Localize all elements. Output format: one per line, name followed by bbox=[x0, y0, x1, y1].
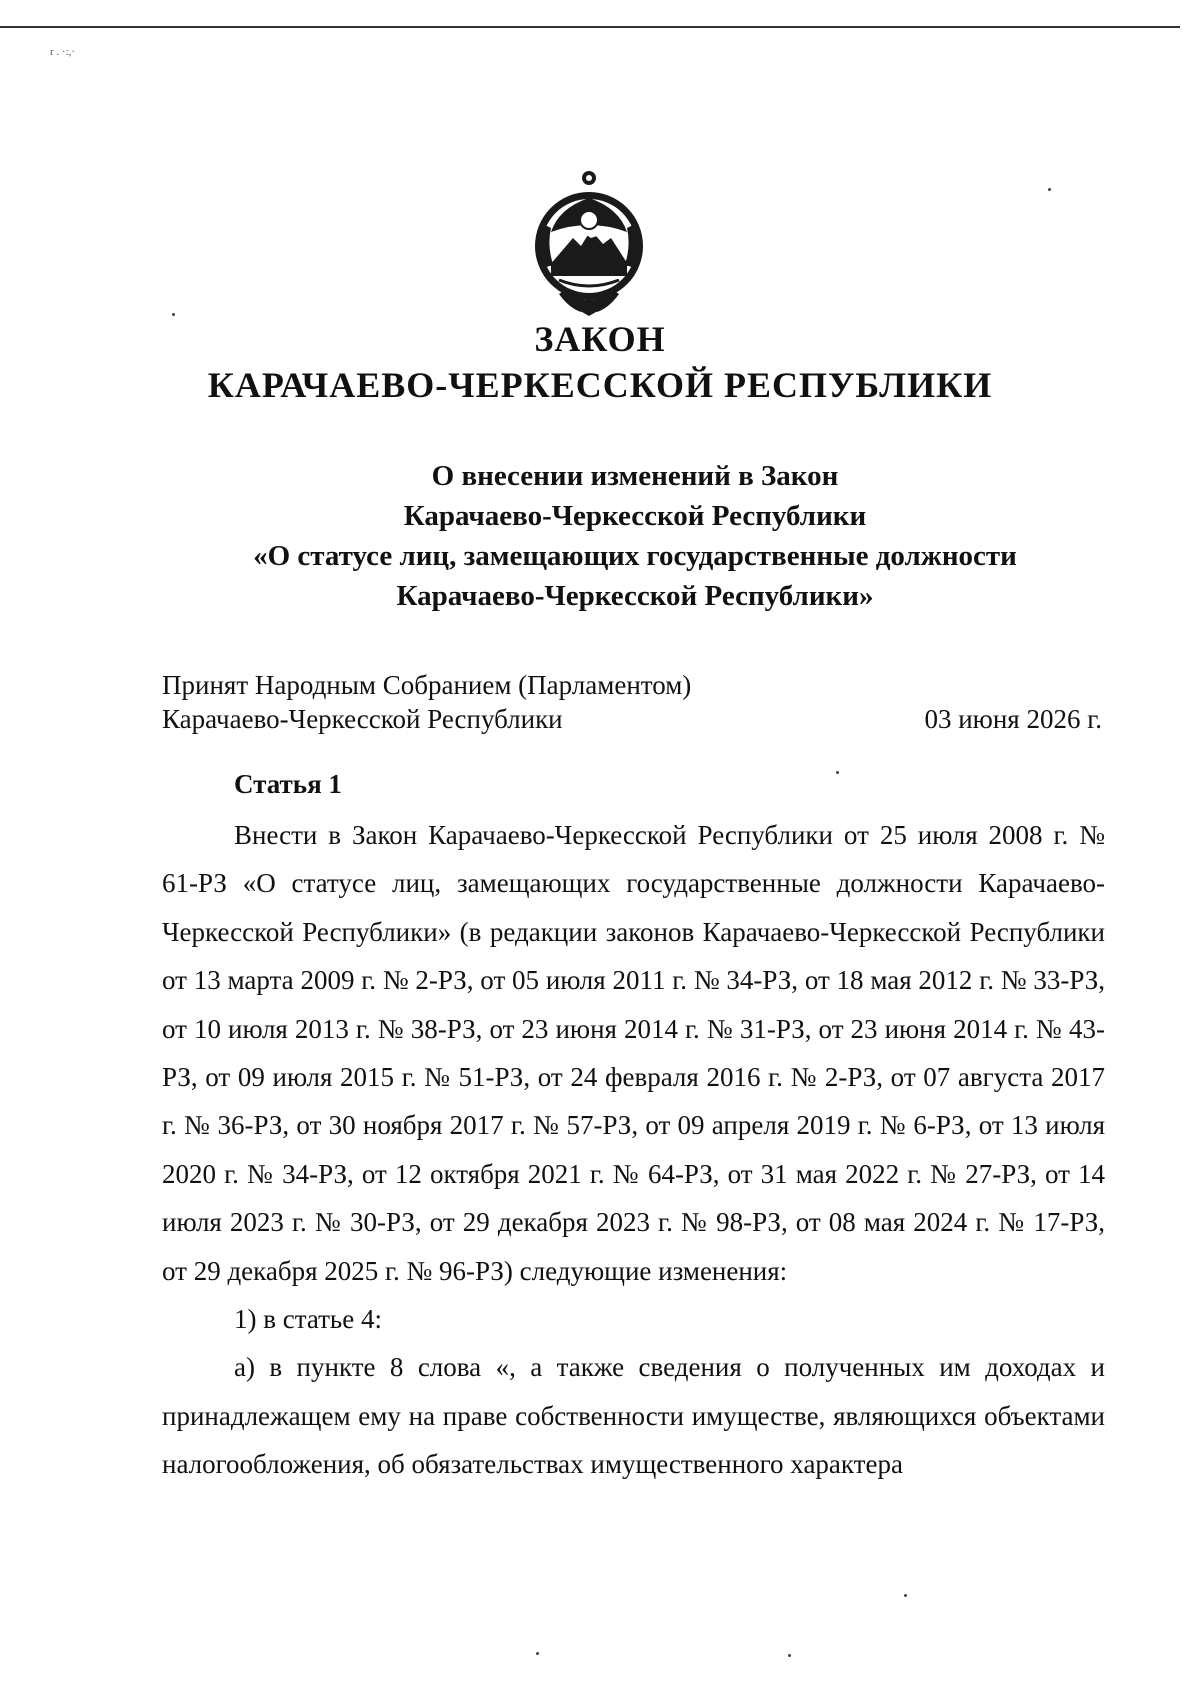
article-paragraph: а) в пункте 8 слова «, а также сведения о полученных им доходах и принадлежащем ему на праве собственности имуществе, являющихся объектами налогообложения, об обязательствах имущественного характера bbox=[162, 1352, 1105, 1480]
article-paragraph: Внести в Закон Карачаево-Черкесской Республики от 25 июля 2008 г. № 61-РЗ «О статусе лиц, замещающих государственные должности Карачаево-Черкесской Республики» (в редакции законов Карачаево-Черкесской Республики от 13 марта 2009 г. № 2-РЗ, от 05 июля 2011 г. № 34-РЗ, от 18 мая 2012 г. № 33-РЗ, от 10 июля 2013 г. № 38-РЗ, от 23 июня 2014 г. № 31-РЗ, от 23 июня 2014 г. № 43-РЗ, от 09 июля 2015 г. № 51-РЗ, от 24 февраля 2016 г. № 2-РЗ, от 07 августа 2017 г. № 36-РЗ, от 30 ноября 2017 г. № 57-РЗ, от 09 апреля 2019 г. № 6-РЗ, от 13 июля 2020 г. № 34-РЗ, от 12 октября 2021 г. № 64-РЗ, от 31 мая 2022 г. № 27-РЗ, от 14 июля 2023 г. № 30-РЗ, от 29 декабря 2023 г. № 98-РЗ, от 08 мая 2024 г. № 17-РЗ, от 29 декабря 2025 г. № 96-РЗ) следующие изменения: bbox=[162, 820, 1105, 1286]
subtitle-line-3: «О статусе лиц, замещающих государственные должности bbox=[253, 540, 1017, 572]
scan-speck bbox=[788, 1654, 791, 1657]
republic-title: КАРАЧАЕВО-ЧЕРКЕССКОЙ РЕСПУБЛИКИ bbox=[207, 365, 993, 405]
law-title: ЗАКОН bbox=[534, 319, 666, 359]
adoption-date: 03 июня 2026 г. bbox=[924, 704, 1102, 734]
scan-speck bbox=[172, 313, 175, 316]
coat-of-arms-emblem bbox=[529, 168, 649, 316]
adopted-republic-line: Карачаево-Черкесской Республики bbox=[162, 704, 563, 734]
article-paragraph: 1) в статье 4: bbox=[234, 1304, 382, 1335]
scan-speck bbox=[1048, 188, 1051, 191]
scan-speck bbox=[836, 771, 839, 774]
adoption-block bbox=[162, 668, 1102, 736]
scan-border-line bbox=[0, 26, 1180, 28]
scan-speck bbox=[904, 1594, 907, 1597]
adopted-by-line: Принят Народным Собранием (Парламентом) bbox=[162, 670, 692, 700]
subtitle-line-2: Карачаево-Черкесской Республики bbox=[403, 500, 867, 532]
scan-speck bbox=[536, 1652, 539, 1655]
subtitle-line-4: Карачаево-Черкесской Республики» bbox=[396, 580, 874, 612]
subtitle-line-1: О внесении изменений в Закон bbox=[431, 460, 839, 492]
article-body bbox=[162, 811, 1105, 1489]
article-heading: Статья 1 bbox=[234, 769, 342, 799]
scan-marks: r . ·:,· bbox=[50, 46, 76, 58]
